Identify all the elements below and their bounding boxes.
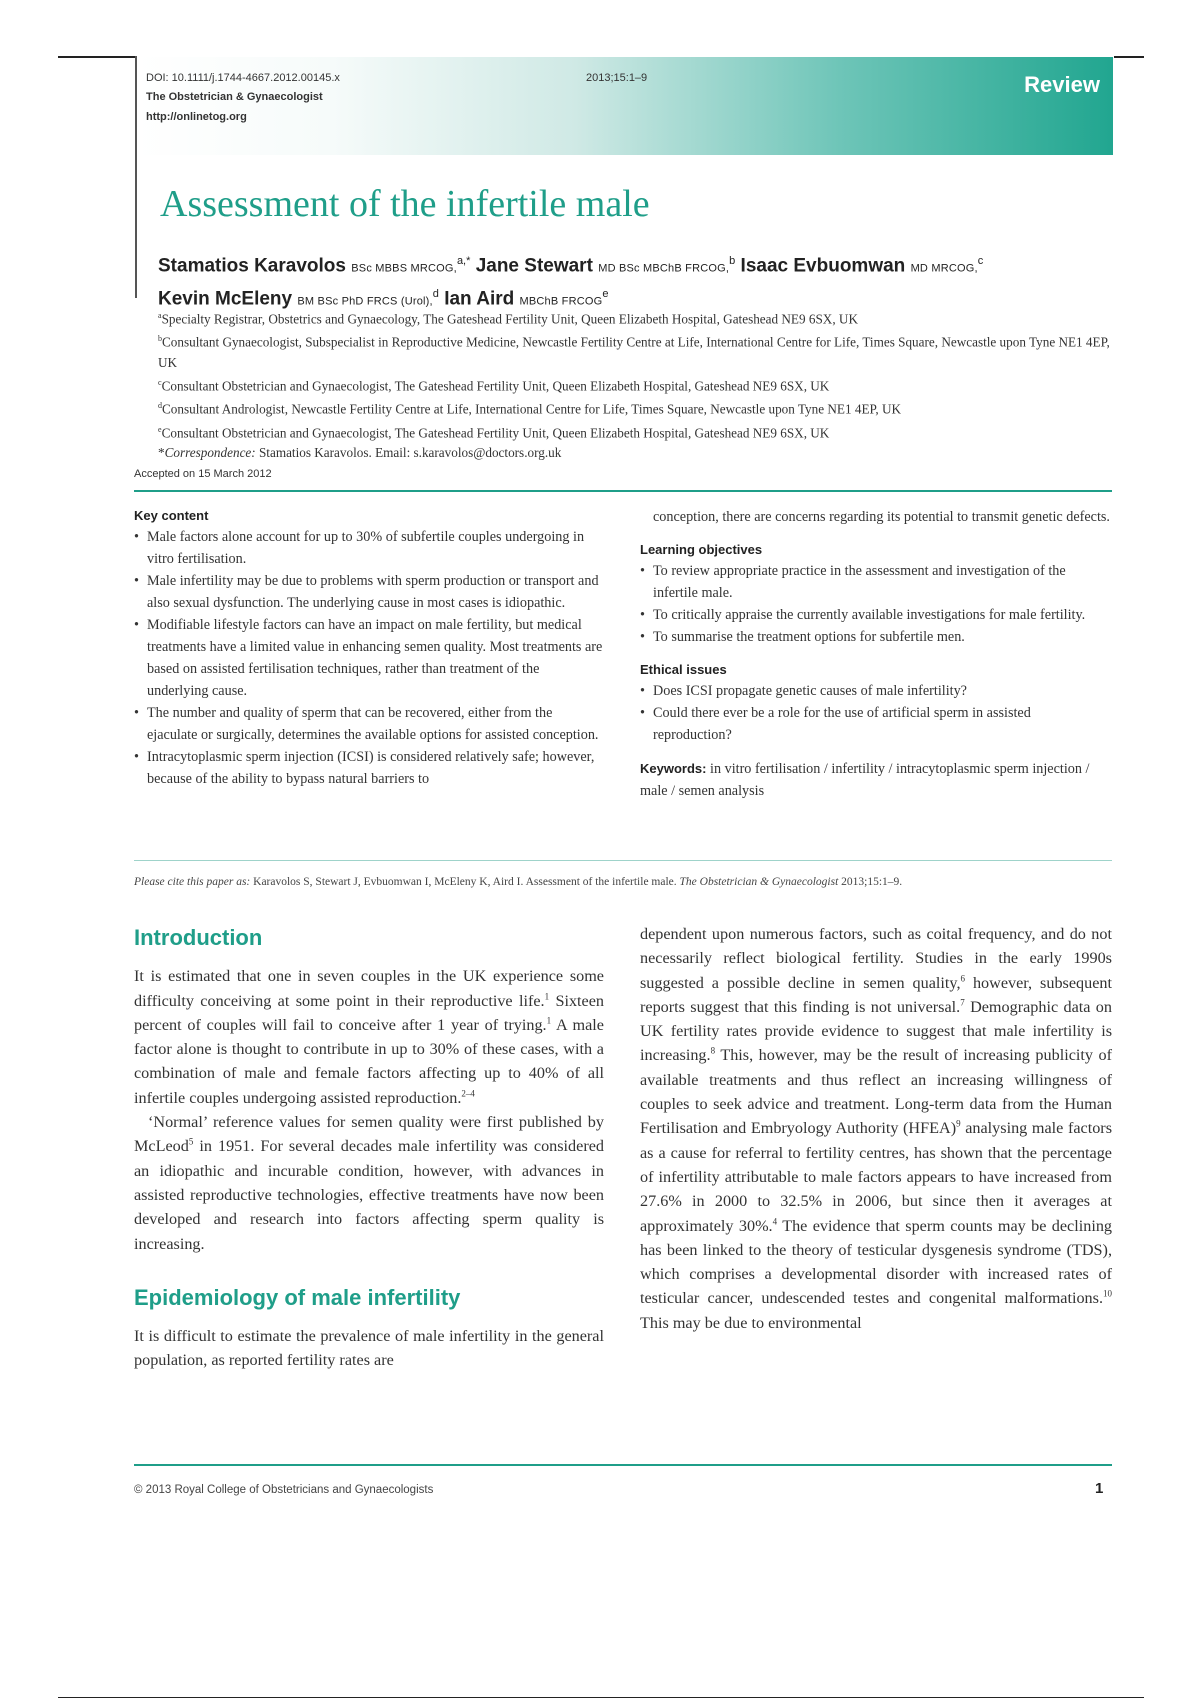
- page-number: 1: [1095, 1480, 1104, 1497]
- doi: DOI: 10.1111/j.1744-4667.2012.00145.x: [146, 72, 340, 84]
- article-title: Assessment of the infertile male: [160, 183, 650, 225]
- article-type-badge: Review: [1024, 72, 1100, 97]
- list-item: • Male factors alone account for up to 30% of subfertile couples undergoing in vitro fertilisation.: [134, 526, 604, 570]
- author-affil-mark: e: [602, 288, 609, 301]
- top-rule-right: [1114, 56, 1144, 58]
- list-item: • Intracytoplasmic sperm injection (ICSI) is considered relatively safe; however, because of the ability to bypass natural barriers to: [134, 746, 604, 790]
- citation: [134, 876, 1114, 888]
- author-affil-mark: c: [977, 255, 984, 267]
- list-item: • To critically appraise the currently available investigations for male fertility.: [640, 604, 1112, 626]
- citation-ref: 2013;15:1–9.: [841, 876, 903, 888]
- epidemiology-heading: Epidemiology of male infertility: [134, 1284, 461, 1310]
- citation-text: Karavolos S, Stewart J, Evbuomwan I, McEleny K, Aird I. Assessment of the infertile male.: [253, 876, 677, 888]
- accepted-date: Accepted on 15 March 2012: [134, 468, 272, 480]
- section-rule: [134, 490, 1112, 492]
- author-affil-mark: b: [729, 255, 736, 267]
- learning-objectives-list: [640, 560, 1112, 648]
- citation-prefix: Please cite this paper as:: [134, 876, 251, 888]
- author-degrees: BSc MBBS MRCOG,: [351, 262, 457, 275]
- affiliations: [158, 306, 1113, 463]
- affiliation: $^b$Consultant Gynaecologist, Subspecialist in Reproductive Medicine, Newcastle Fertility Centre at Life, International Centre for Life, Times Square, Newcastle upon Tyne NE1 4EP, UK: [158, 334, 1110, 370]
- list-item: • To review appropriate practice in the assessment and investigation of the infertile male.: [640, 560, 1112, 604]
- copyright: © 2013 Royal College of Obstetricians and Gynaecologists: [134, 1484, 434, 1496]
- journal-url[interactable]: http://onlinetog.org: [146, 111, 247, 123]
- author-name: Jane Stewart: [475, 255, 593, 277]
- intro-paragraph-1: It is estimated that one in seven couples in the UK experience some difficulty conceiving at some point in their reproductive life.$^1$ Sixteen percent of couples will fail to conceive after 1 year of trying.$^1$ A male factor alone is thought to contribute in up to 30% of these cases, with a combination of male and female factors affecting up to 40% of all infertile couples undergoing assisted reproduction.$^{2-4}$: [134, 967, 605, 1107]
- key-content-heading: Key content: [134, 508, 209, 523]
- list-item: • Does ICSI propagate genetic causes of male infertility?: [640, 680, 1112, 702]
- author-degrees: MD MRCOG,: [910, 262, 978, 275]
- list-item: • To summarise the treatment options for subfertile men.: [640, 626, 1112, 648]
- epidemiology-paragraph-2: dependent upon numerous factors, such as coital frequency, and do not necessarily reflect biological fertility. Studies in the early 1990s suggested a possible decline in semen quality,$^6$ however, subsequent reports suggest that this finding is not universal.$^7$ Demographic data on UK fertility rates provide evidence to suggest that male infertility is increasing.$^8$ This, however, may be the result of increasing publicity of available treatments and thus reflect an increasing willingness of couples to seek advice and treatment. Long-term data from the Human Fertilisation and Embryology Authority (HFEA)$^9$ analysing male factors as a cause for referral to fertility centres, has shown that the percentage of infertility attributable to male factors appears to have increased from 27.6% in 2000 to 32.5% in 2006, but since then it averages at approximately 30%.$^4$ The evidence that sperm counts may be declining has been linked to the theory of testicular dysgenesis syndrome (TDS), which comprises a developmental disorder with increased rates of testicular cancer, undescended testes and congenital malformations.$^{10}$ This may be due to environmental: [640, 925, 1113, 1332]
- ethical-issues-heading: Ethical issues: [640, 662, 727, 677]
- intro-paragraph-2: ‘Normal’ reference values for semen quality were first published by McLeod$^5$ in 1951. For several decades male infertility was considered an idiopathic and incurable condition, however, with advances in assisted reproductive technologies, effective treatments have now been developed and research into factors affecting sperm quality is increasing.: [134, 1113, 604, 1253]
- top-rule-left: [58, 56, 136, 58]
- citation-journal: The Obstetrician & Gynaecologist: [679, 876, 839, 888]
- abstract-rule: [134, 860, 1112, 861]
- author-affil-mark: a,*: [456, 255, 471, 267]
- learning-objectives-heading: Learning objectives: [640, 542, 763, 557]
- author-name: Stamatios Karavolos: [158, 255, 346, 277]
- journal-name: The Obstetrician & Gynaecologist: [146, 91, 323, 103]
- affiliation: $^c$Consultant Obstetrician and Gynaecologist, The Gateshead Fertility Unit, Queen Elizabeth Hospital, Gateshead NE9 6SX, UK: [158, 377, 830, 394]
- objectives-column: [640, 506, 1112, 802]
- author-degrees: MBChB FRCOG: [519, 295, 603, 308]
- author-degrees: MD BSc MBChB FRCOG,: [598, 262, 730, 275]
- issue-info: 2013;15:1–9: [586, 72, 648, 84]
- key-content-continuation: conception, there are concerns regarding its potential to transmit genetic defects.: [653, 509, 1110, 525]
- author-line-1: [158, 248, 1108, 281]
- affiliation: $^d$Consultant Andrologist, Newcastle Fertility Centre at Life, International Centre for Life, Times Square, Newcastle upon Tyne NE1 4EP, UK: [158, 401, 902, 417]
- keywords: [640, 758, 1112, 802]
- affiliation: $^e$Consultant Obstetrician and Gynaecologist, The Gateshead Fertility Unit, Queen Elizabeth Hospital, Gateshead NE9 6SX, UK: [158, 424, 830, 440]
- list-item: • The number and quality of sperm that can be recovered, either from the ejaculate or surgically, determines the available options for assisted conception.: [134, 702, 604, 746]
- author-name: Ian Aird: [444, 288, 515, 310]
- keywords-text: in vitro fertilisation / infertility / intracytoplasmic sperm injection / male / semen analysis: [640, 761, 1090, 799]
- affiliation: $^a$Specialty Registrar, Obstetrics and Gynaecology, The Gateshead Fertility Unit, Queen Elizabeth Hospital, Gateshead NE9 6SX, UK: [158, 311, 858, 327]
- body-right-column: [640, 922, 1112, 1335]
- list-item: • Modifiable lifestyle factors can have an impact on male fertility, but medical treatments have a limited value in enhancing semen quality. Most treatments are based on assisted fertilisation techniques, rather than treatment of the underlying cause.: [134, 614, 604, 702]
- author-affil-mark: d: [432, 288, 439, 301]
- body-left-column: [134, 926, 604, 1373]
- list-item: • Could there ever be a role for the use of artificial sperm in assisted reproduction?: [640, 702, 1112, 746]
- key-content-list: [134, 526, 604, 790]
- bottom-rule: [58, 1697, 1144, 1698]
- epidemiology-paragraph-1: It is difficult to estimate the prevalence of male infertility in the general population, as reported fertility rates are: [134, 1327, 604, 1370]
- keywords-label: Keywords:: [640, 761, 707, 776]
- correspondence: *Correspondence: Stamatios Karavolos. Email: s.karavolos@doctors.org.uk: [158, 444, 562, 460]
- key-content-column: [134, 506, 604, 790]
- introduction-heading: Introduction: [134, 925, 263, 950]
- list-item: • Male infertility may be due to problems with sperm production or transport and also sexual dysfunction. The underlying cause in most cases is idiopathic.: [134, 570, 604, 614]
- author-list: [158, 248, 1108, 315]
- footer-rule: [134, 1464, 1112, 1466]
- header-side-rule: [135, 56, 137, 298]
- author-degrees: BM BSc PhD FRCS (Urol),: [297, 295, 433, 308]
- author-name: Kevin McEleny: [158, 288, 293, 310]
- ethical-issues-list: [640, 680, 1112, 746]
- author-name: Isaac Evbuomwan: [740, 255, 906, 277]
